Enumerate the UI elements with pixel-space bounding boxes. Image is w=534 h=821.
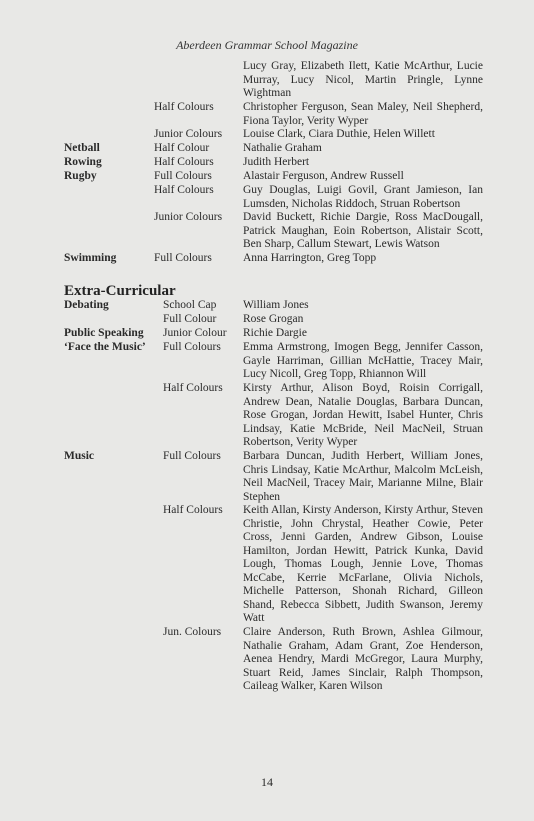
recipient-names: Richie Dargie [243,327,307,339]
award-row [0,382,534,450]
award-type: Jun. Colours [163,626,222,638]
award-row [0,626,534,694]
award-row [0,142,534,156]
award-row [0,128,534,142]
award-row [0,252,534,266]
award-row [0,341,534,382]
award-type: Half Colours [154,184,214,196]
sports-awards-table [0,60,534,266]
recipient-names: Guy Douglas, Luigi Govil, Grant Jamieson, Ian Lumsden, Nicholas Riddoch, Struan Robertson [243,184,483,210]
activity-name: Rowing [64,156,102,168]
award-type: Full Colours [163,341,221,353]
recipient-names: Rose Grogan [243,313,304,325]
award-type: Full Colours [163,450,221,462]
award-row [0,313,534,327]
award-type: Junior Colours [154,128,223,140]
running-header: Aberdeen Grammar School Magazine [176,38,358,52]
activity-name: Debating [64,299,109,311]
activity-name: Netball [64,142,100,154]
award-row [0,60,534,101]
recipient-names: Anna Harrington, Greg Topp [243,252,377,264]
page-number: 14 [261,775,273,789]
award-row [0,450,534,504]
activity-name: Music [64,450,95,462]
activity-name: Swimming [64,252,117,264]
recipient-names: Claire Anderson, Ruth Brown, Ashlea Gilmour, Nathalie Graham, Adam Grant, Zoe Henderson, Aenea Hendry, Mardi McGregor, Laura Murphy, Stuart Reid, James Sinclair, Ralph Thompson, Caileag Walker, Karen Wilson [243,626,483,692]
activity-name: Rugby [64,170,97,182]
recipient-names: Kirsty Arthur, Alison Boyd, Roisin Corrigall, Andrew Dean, Natalie Douglas, Barbara Duncan, Rose Grogan, Jordan Hewitt, Isabel Hunter, Chris Lindsay, Katie McBride, Neil MacNeil, Struan Robertson, Verity Wyper [243,382,483,448]
award-type: Full Colours [154,170,212,182]
award-type: Junior Colours [154,211,223,223]
recipient-names: Louise Clark, Ciara Duthie, Helen Willett [243,128,435,140]
award-type: Half Colours [163,382,223,394]
activity-name: Public Speaking [64,327,144,339]
recipient-names: Keith Allan, Kirsty Anderson, Kirsty Arthur, Steven Christie, John Chrystal, Heather Cowie, Peter Cross, Jenni Garden, Andrew Gibson, Louise Hamilton, Jordan Hewitt, Patrick Kunka, David Lough, Thomas Lough, Jennie Love, Thomas McCabe, Kerrie McFarlane, Olivia Nichols, Michelle Patterson, Shonah Richard, Gilleon Shand, Rebecca Sibbett, Judith Swanson, Jeremy Watt [243,504,483,624]
award-row [0,211,534,252]
recipient-names: Barbara Duncan, Judith Herbert, William Jones, Chris Lindsay, Katie McArthur, Malcolm McLeish, Neil MacNeil, Tracey Mair, Marianne Milne, Blair Stephen [243,450,483,503]
award-type: Full Colour [163,313,217,325]
award-type: School Cap [163,299,217,311]
recipient-names: Emma Armstrong, Imogen Begg, Jennifer Casson, Gayle Harriman, Gillian McHattie, Tracey Mair, Lucy Nicoll, Greg Topp, Rhiannon Will [243,341,483,380]
recipient-names: William Jones [243,299,309,311]
award-row [0,156,534,170]
award-type: Half Colours [154,156,214,168]
recipient-names: Alastair Ferguson, Andrew Russell [243,170,404,182]
section-heading: Extra-Curricular [64,283,176,299]
award-row [0,170,534,184]
award-type: Full Colours [154,252,212,264]
recipient-names: David Buckett, Richie Dargie, Ross MacDougall, Patrick Maughan, Eoin Robertson, Alistair Scott, Ben Sharp, Callum Stewart, Lewis Watson [243,211,483,250]
recipient-names: Christopher Ferguson, Sean Maley, Neil Shepherd, Fiona Taylor, Verity Wyper [243,101,483,127]
recipient-names: Lucy Gray, Elizabeth Ilett, Katie McArthur, Lucie Murray, Lucy Nicol, Martin Pringle, Lynne Wightman [243,60,483,99]
award-type: Half Colours [154,101,214,113]
award-row [0,184,534,211]
award-type: Half Colour [154,142,210,154]
recipient-names: Nathalie Graham [243,142,322,154]
award-row [0,327,534,341]
activity-name: ‘Face the Music’ [64,341,146,353]
award-row [0,299,534,313]
award-type: Half Colours [163,504,223,516]
award-row [0,504,534,626]
extra-curricular-table [0,299,534,694]
recipient-names: Judith Herbert [243,156,310,168]
award-type: Junior Colour [163,327,227,339]
award-row [0,101,534,128]
